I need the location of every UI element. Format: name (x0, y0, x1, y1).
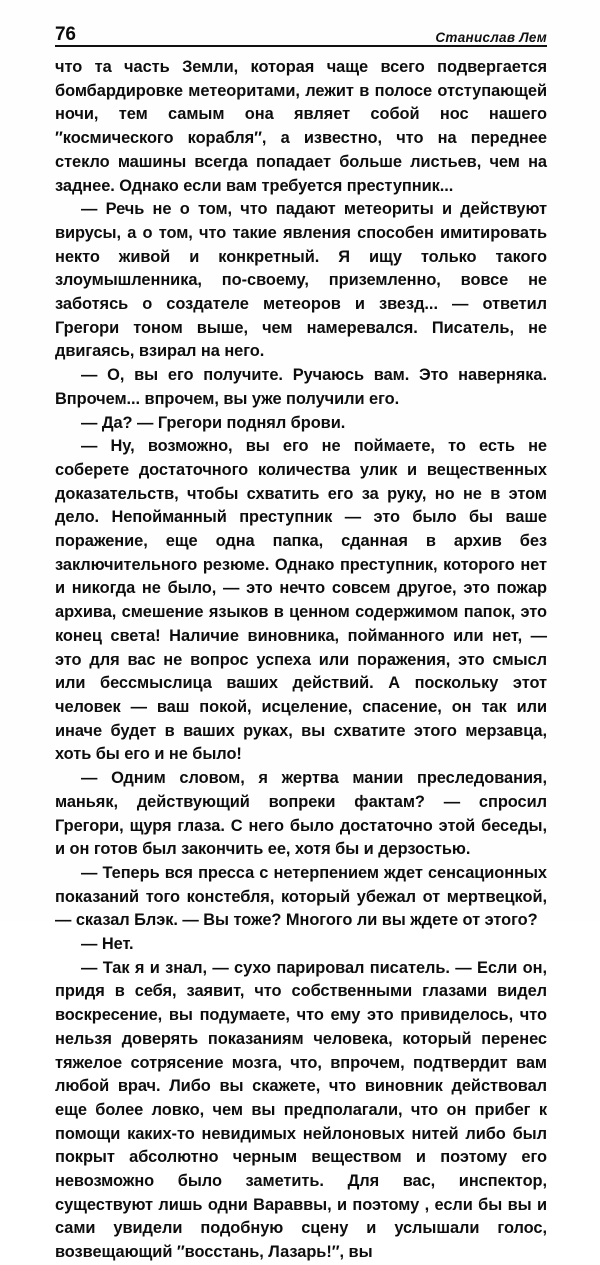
header-rule (55, 45, 547, 47)
paragraph: — О, вы его получите. Ручаюсь вам. Это наверняка. Впрочем... впрочем, вы уже получили его. (55, 366, 547, 408)
paragraph: — Одним словом, я жертва мании преследования, маньяк, действующий вопреки фактам? — спросил Грегори, щуря глаза. С него было достаточно этой беседы, и он готов был закончить ее, хотя бы и дерзостью. (55, 769, 547, 859)
paragraph: — Теперь вся пресса с нетерпением ждет сенсационных показаний того констебля, который убежал от мертвецкой, — сказал Блэк. — Вы тоже? Многого ли вы ждете от этого? (55, 863, 547, 930)
paragraph: что та часть Земли, которая чаще всего подвергается бомбардировке метеоритами, лежит в полосе отступающей ночи, тем самым она являет собой нос нашего ″космического корабля″, а известно, что на переднее стекло машины всегда попадает больше листьев, чем на заднее. Однако если вам требуется преступник... (55, 58, 547, 195)
paragraph: — Нет. (81, 935, 134, 954)
paragraph: — Речь не о том, что падают метеориты и действуют вирусы, а о том, что такие явления способен имитировать некто живой и конкретный. Я ищу только такого злоумышленника, по-своему, приземленно, вовсе не заботясь о создателе метеоров и звезд... — ответил Грегори тоном выше, чем намеревался. Писатель, не двигаясь, взирал на него. (55, 200, 547, 361)
author-running-title: Станислав Лем (435, 29, 547, 45)
page-number: 76 (55, 24, 76, 45)
running-head (55, 18, 547, 44)
body-text (55, 56, 547, 1265)
paragraph: — Да? — Грегори поднял брови. (81, 413, 346, 432)
paragraph: — Ну, возможно, вы его не поймаете, то есть не соберете достаточного количества улик и вещественных доказательств, чтобы схватить его за руку, но не в этом дело. Непойманный преступник — это было бы ваше поражение, еще одна папка, сданная в архив без заключительного резюме. Однако преступник, которого нет и никогда не было, — это нечто совсем другое, это пожар архива, смешение языков в ценном содержимом папок, это конец света! Наличие виновника, пойманного или нет, — это для вас не вопрос успеха или поражения, это смысл или бессмыслица ваших действий. А поскольку этот человек — ваш покой, исцеление, спасение, он так или иначе будет в ваших руках, вы схватите этого мерзавца, хоть бы его и не было! (55, 437, 547, 764)
paragraph: — Так я и знал, — сухо парировал писатель. — Если он, придя в себя, заявит, что собственными глазами видел воскресение, вы подумаете, что ему это привиделось, что нельзя доверять показаниям человека, который перенес тяжелое сотрясение мозга, что, впрочем, подтвердит вам любой врач. Либо вы скажете, что виновник действовал еще более ловко, чем вы предполагали, что он прибег к помощи каких-то невидимых нейлоновых нитей либо был покрыт абсолютно черным веществом и поэтому его невозможно было заметить. Для вас, инспектор, существуют лишь одни Вараввы, и поэтому , если бы вы и сами увидели подобную сцену и услышали голос, возвещающий ″восстань, Лазарь!″, вы (55, 958, 547, 1262)
